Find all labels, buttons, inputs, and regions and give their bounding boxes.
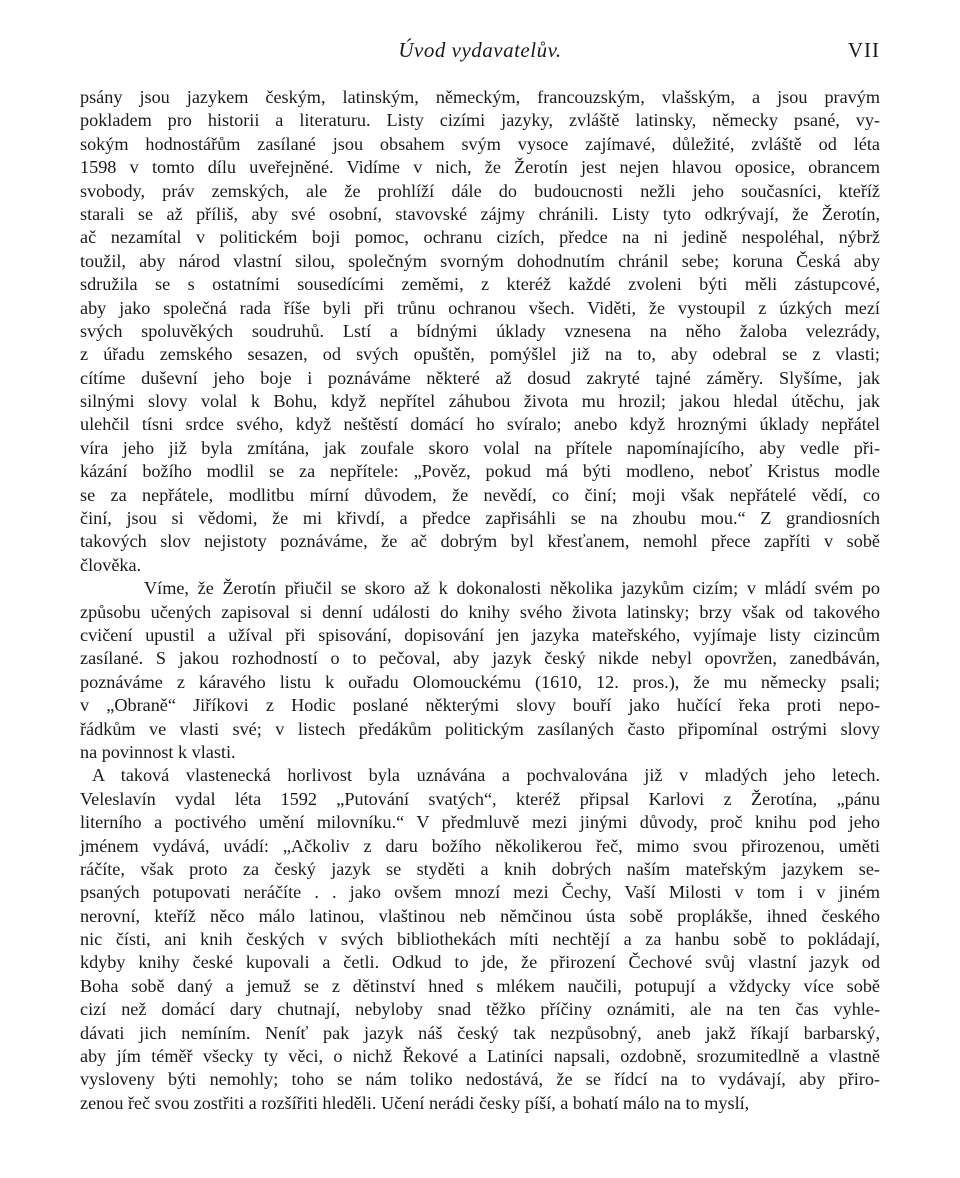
text-line: ulehčil tísni srdce svého, když neštěstí domácí ho svíralo; anebo když hroznými úklady nepřátel xyxy=(80,414,880,435)
text-line: zasílané. S jakou rozhodností o to pečoval, aby jazyk český nikde nebyl opovržen, zanedbáván, xyxy=(80,648,880,669)
text-line: cvičení upustil a užíval při spisování, dopisování jen jazyka mateřského, vyjímaje listy cizincům xyxy=(80,624,880,645)
text-line: v „Obraně“ Jiříkovi z Hodic poslané některými slovy bouří jako hučící řeka proti nepo- xyxy=(80,695,880,716)
text-line: na povinnost k vlasti. xyxy=(80,741,236,762)
paragraph xyxy=(80,577,880,764)
text-line: člověka. xyxy=(80,554,142,575)
text-line: cizí než domácí dary chutnají, nebyloby snad těžko příčiny oznámiti, ale na ten čas vyhle- xyxy=(80,999,880,1020)
text-line: sokým hodnostářům zasílané jsou obsahem svým vysoce zajímavé, důležité, zvláště od léta xyxy=(80,133,880,154)
text-line: zenou řeč svou zostřiti a rozšířiti hleděli. Učení nerádi česky píší, a bohatí málo na to myslí, xyxy=(80,1092,750,1113)
text-line: psány jsou jazykem českým, latinským, německým, francouzským, vlašským, a jsou pravým xyxy=(80,87,880,107)
text-line: toužil, aby národ vlastní silou, společným svorným dohodnutím chránil sebe; koruna Česká aby xyxy=(80,250,880,271)
text-line: z úřadu zemského sesazen, od svých opuštěn, pomýšlel již na to, aby odebral se z vlasti; xyxy=(80,344,880,365)
text-line: víra jeho již byla zmítána, jak zoufale skoro volal na přítele napomínajícího, aby vedle při- xyxy=(80,437,880,458)
text-line: ráčíte, však proto za český jazyk se styděti a knih dobrých naším mateřským jazykem se- xyxy=(80,858,880,879)
text-line: dávati jich nemíním. Neníť pak jazyk náš český tak nezpůsobný, aneb jakž říkají barbarský, xyxy=(80,1022,880,1043)
text-line: cítíme duševní jeho boje i poznáváme některé až dosud zakryté tajné záměry. Slyšíme, jak xyxy=(80,367,880,388)
paragraph xyxy=(80,86,880,577)
body-text xyxy=(80,86,880,1115)
text-line: silnými slovy volal k Bohu, když nepřítel záhubou života mu hrozil; jakou hledal útěchu, jak xyxy=(80,391,880,412)
text-line: způsobu učených zapisoval si denní události do knihy svého života latinsky; brzy však od takového xyxy=(80,601,880,622)
text-line: Veleslavín vydal léta 1592 „Putování svatých“, kteréž připsal Karlovi z Žerotína, „pánu xyxy=(80,788,880,809)
text-line: aby jím téměř všecky ty věci, o nichž Řekové a Latiníci napsali, ozdobně, srozumitedlně a vlastně xyxy=(80,1046,880,1067)
text-line: jménem vydává, uvádí: „Ačkoliv z daru božího několikerou řeč, mimo svou přirozenou, uměti xyxy=(80,835,880,856)
page-number: VII xyxy=(847,38,880,62)
text-line: svých spoluvěkých soudruhů. Lstí a bídnými úklady vznesena na něho žaloba velezrády, xyxy=(80,320,880,341)
running-title: Úvod vydavatelův. xyxy=(398,38,562,62)
text-line: kdyby knihy české kupovali a četli. Odkud to jde, že přirození Čechové svůj vlastní jazyk od xyxy=(80,952,880,973)
text-line: pokladem pro historii a literaturu. Listy cizími jazyky, zvláště latinsky, německy psané, vy- xyxy=(80,110,880,131)
text-line: poznáváme z káravého listu k ouřadu Olomouckému (1610, 12. pros.), že mu německy psali; xyxy=(80,671,880,692)
text-line: nic čísti, ani knih českých v svých bibliothekách míti nechtějí a za hanbu sobě to pokládají, xyxy=(80,929,880,950)
text-line: kázání božího modlil se za nepřítele: „Pověz, pokud má býti modleno, neboť Kristus modle xyxy=(80,461,880,482)
text-line: A taková vlastenecká horlivost byla uznávána a pochvalována již v mladých jeho letech. xyxy=(92,765,880,786)
text-line: činí, jsou si vědomi, že mi křivdí, a předce zapřisáhli se na zhoubu mou.“ Z grandiosních xyxy=(80,508,880,529)
text-line: svobody, práv zemských, ale že prohlíží dále do budoucnosti nežli jeho současníci, kteříž xyxy=(80,180,880,201)
text-line: literního a poctivého umění milovníku.“ V předmluvě mezi jinými důvody, proč knihu pod jeho xyxy=(80,812,880,833)
text-line: se za nepřátele, modlitbu mírní důvodem, že nevědí, co činí; moji však nepřátelé vědí, co xyxy=(80,484,880,505)
text-line: nerovní, kteříž něco málo latinou, vlaštinou neb němčinou ústa sobě proplákše, ihned českého xyxy=(80,905,880,926)
text-line: ač nezamítal v politickém boji pomoc, ochranu cizích, předce na ni jedině nespoléhal, nýbrž xyxy=(80,227,880,248)
text-line: starali se až příliš, aby své osobní, stavovské zájmy chránili. Listy tyto odkrývají, že Žerotín, xyxy=(80,203,880,224)
text-line: Víme, že Žerotín přiučil se skoro až k dokonalosti několika jazykům cizím; v mládí svém po xyxy=(144,578,880,599)
text-line: řádkům ve vlasti své; v listech předákům politickým zasílaných často připomínal ostrými slovy xyxy=(80,718,880,739)
text-line: takových slov nejistoty poznáváme, že ač dobrým byl křesťanem, nemohl přece zapříti v sobě xyxy=(80,531,880,552)
text-line: vysloveny býti nemohly; toho se nám toliko nedostává, že se řídcí na to vydávají, aby přiro- xyxy=(80,1069,880,1090)
text-line: aby jako společná rada říše byli při trůnu ochranou všech. Viděti, že vystoupil z úzkých mezí xyxy=(80,297,880,318)
text-line: 1598 v tomto dílu uveřejněné. Vidíme v nich, že Žerotín jest nejen hlavou oposice, obrancem xyxy=(80,157,880,178)
text-line: psaných potupovati neráčíte . . jako ovšem mnozí mezi Čechy, Vaší Milosti v tom i v jiném xyxy=(80,882,880,903)
page-header xyxy=(80,38,880,68)
text-line: Boha sobě daný a jemuž se z dětinství hned s mlékem naučili, potupují a vždycky více sobě xyxy=(80,975,880,996)
paragraph xyxy=(80,764,880,1115)
text-line: sdružila se s ostatními sousedícími zeměmi, z kteréž každé zvoleni býti měli zástupcové, xyxy=(80,274,880,295)
